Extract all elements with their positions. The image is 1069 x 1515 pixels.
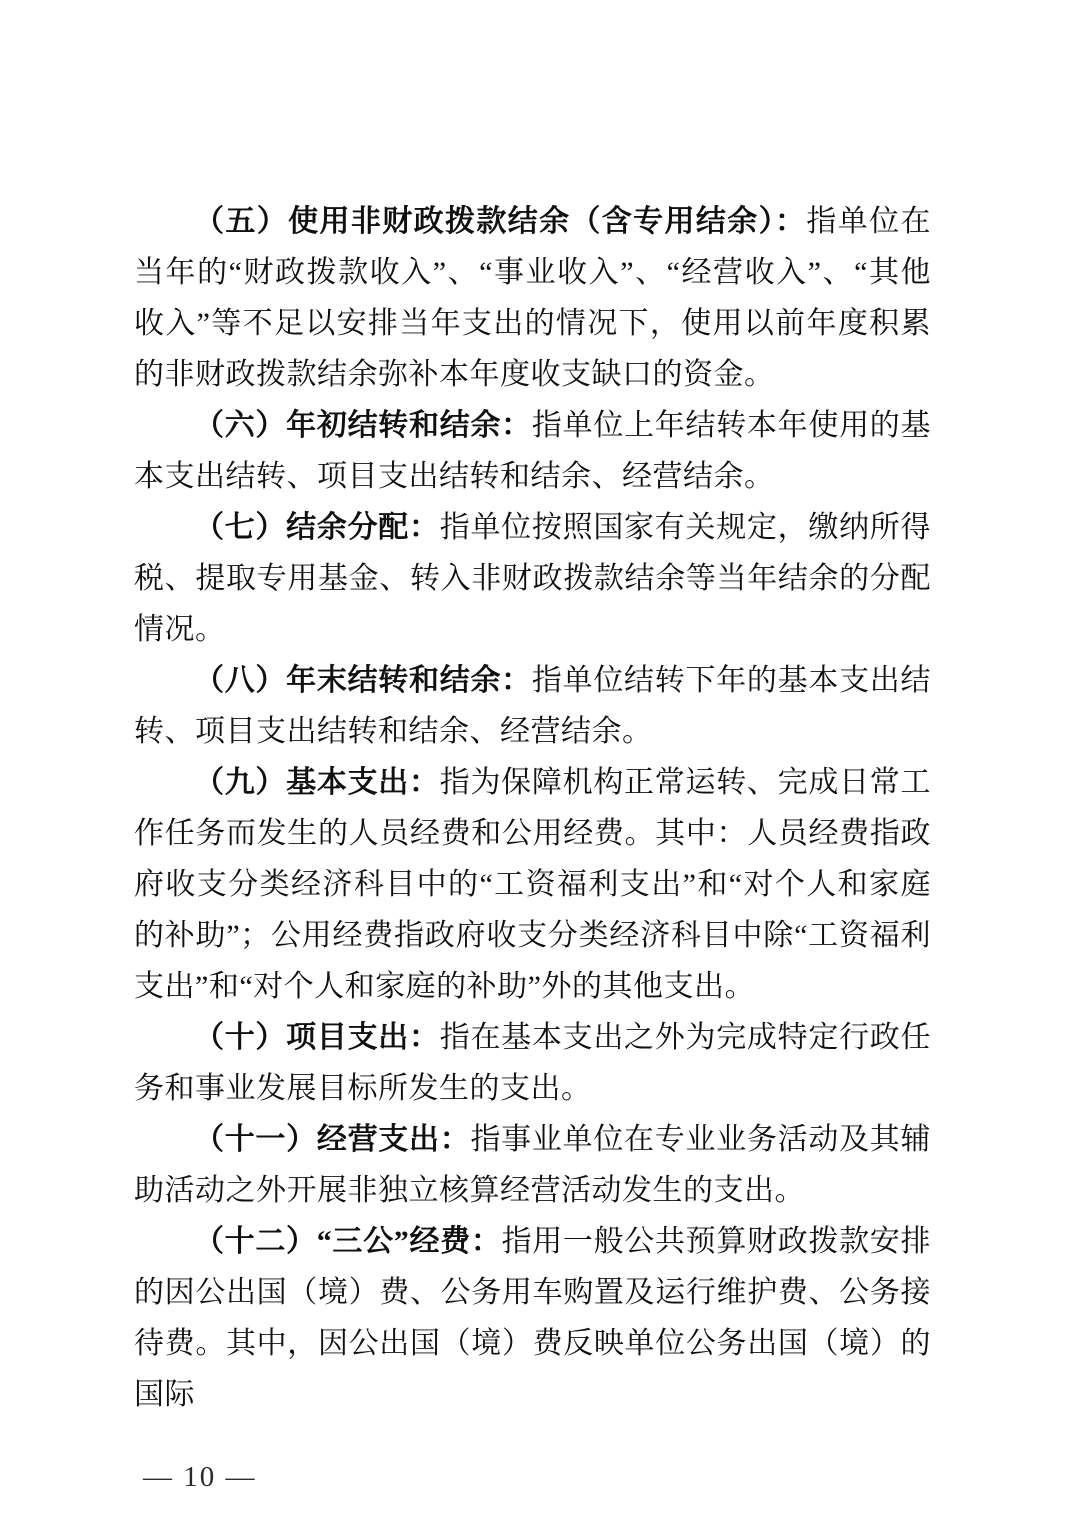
paragraph-heading: （十二）“三公”经费： — [194, 1225, 502, 1258]
paragraph-heading: （十）项目支出： — [194, 1021, 440, 1054]
paragraph — [134, 1012, 931, 1114]
paragraph-heading: （六）年初结转和结余： — [194, 409, 532, 442]
paragraph-heading: （五）使用非财政拨款结余（含专用结余）： — [194, 205, 807, 238]
paragraph — [134, 1114, 931, 1216]
paragraph — [134, 655, 931, 757]
paragraph-body: 指单位按照国家有关规定，缴纳所得税、提取专用基金、转入非财政拨款结余等当年结余的分配情况。 — [134, 511, 932, 646]
paragraph-heading: （十一）经营支出： — [194, 1123, 471, 1156]
paragraph — [134, 400, 931, 502]
page-number: — 10 — — [143, 1461, 257, 1493]
paragraph-body: 指单位在当年的“财政拨款收入”、“事业收入”、“经营收入”、“其他收入”等不足以安排当年支出的情况下，使用以前年度积累的非财政拨款结余弥补本年度收支缺口的资金。 — [134, 205, 931, 391]
paragraph-body: 指在基本支出之外为完成特定行政任务和事业发展目标所发生的支出。 — [134, 1021, 932, 1105]
paragraph-body: 指用一般公共预算财政拨款安排的因公出国（境）费、公务用车购置及运行维护费、公务接待费。其中，因公出国（境）费反映单位公务出国（境）的国际 — [134, 1225, 931, 1411]
paragraph-heading: （九）基本支出： — [194, 766, 440, 799]
paragraph-heading: （七）结余分配： — [194, 511, 440, 544]
paragraph-body: 指为保障机构正常运转、完成日常工作任务而发生的人员经费和公用经费。其中：人员经费指政府收支分类经济科目中的“工资福利支出”和“对个人和家庭的补助”；公用经费指政府收支分类经济科目中除“工资福利支出”和“对个人和家庭的补助”外的其他支出。 — [134, 766, 932, 1003]
paragraph-body: 指单位上年结转本年使用的基本支出结转、项目支出结转和结余、经营结余。 — [134, 409, 932, 493]
paragraph — [134, 502, 931, 655]
paragraph — [134, 1216, 931, 1420]
paragraph-heading: （八）年末结转和结余： — [194, 664, 532, 697]
paragraph-body: 指事业单位在专业业务活动及其辅助活动之外开展非独立核算经营活动发生的支出。 — [134, 1123, 932, 1207]
paragraph — [134, 757, 931, 1012]
paragraph — [134, 196, 931, 400]
paragraph-body: 指单位结转下年的基本支出结转、项目支出结转和结余、经营结余。 — [134, 664, 932, 748]
document-body — [134, 196, 931, 1420]
